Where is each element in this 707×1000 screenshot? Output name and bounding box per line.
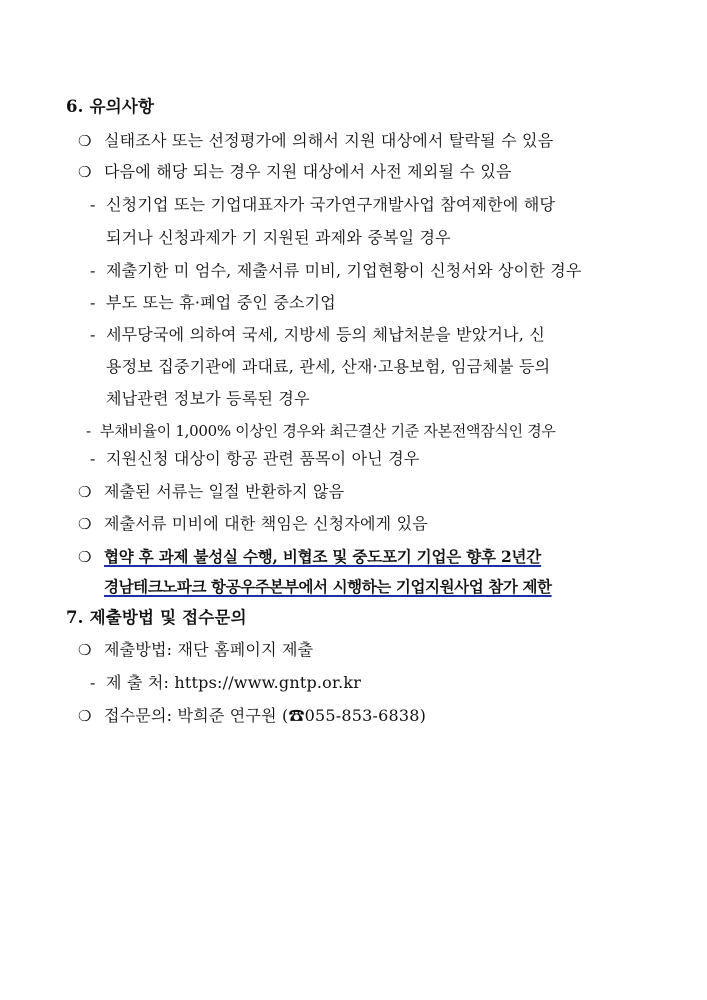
item-text: 다음에 해당 되는 경우 지원 대상에서 사전 제외될 수 있음 [104,162,512,181]
item-text: 제출된 서류는 일절 반환하지 않음 [104,482,345,501]
emphasis-text: 경남테크노파크 항공우주본부에서 시행하는 기업지원사업 참가 제한 [104,577,552,596]
item-text: 제출방법: 재단 홈페이지 제출 [104,640,314,659]
circle-bullet-icon: ❍ [78,515,92,533]
dash-bullet-icon: - [90,673,96,692]
dash-bullet-icon: - [86,422,91,440]
section-7-heading: 7. 제출방법 및 접수문의 [66,608,247,627]
dash-bullet-icon: - [90,195,96,214]
sub-item-text: 세무당국에 의하여 국세, 지방세 등의 체납처분을 받았거나, 신 [106,325,545,344]
circle-bullet-icon: ❍ [78,163,92,181]
sub-item-text: 지원신청 대상이 항공 관련 품목이 아닌 경우 [106,449,420,468]
dash-bullet-icon: - [90,325,96,344]
dash-bullet-icon: - [90,261,96,280]
dash-bullet-icon: - [90,293,96,312]
circle-bullet-icon: ❍ [78,132,92,150]
sub-item-text: 부채비율이 1,000% 이상인 경우와 최근결산 기준 자본전액잠식인 경우 [100,422,556,440]
item-text: 제출서류 미비에 대한 책임은 신청자에게 있음 [104,514,428,533]
sub-item-text: 되거나 신청과제가 기 지원된 과제와 중복일 경우 [106,228,451,247]
item-text: 실태조사 또는 선정평가에 의해서 지원 대상에서 탈락될 수 있음 [104,131,554,150]
emphasis-text: 협약 후 과제 불성실 수행, 비협조 및 중도포기 기업은 향후 2년간 [104,547,542,566]
contact-text: 접수문의: 박희준 연구원 (☎055-853-6838) [104,706,427,725]
section-6-heading: 6. 유의사항 [66,97,155,116]
circle-bullet-icon: ❍ [78,483,92,501]
sub-item-text: 용정보 집중기관에 과대료, 관세, 산재·고용보험, 임금체불 등의 [106,357,551,376]
sub-item-text: 제출기한 미 엄수, 제출서류 미비, 기업현황이 신청서와 상이한 경우 [106,261,582,280]
circle-bullet-icon: ❍ [78,548,92,566]
sub-item-text: 체납관련 정보가 등록된 경우 [106,389,310,408]
circle-bullet-icon: ❍ [78,707,92,725]
sub-item-text: 신청기업 또는 기업대표자가 국가연구개발사업 참여제한에 해당 [106,195,556,214]
sub-item-text: 부도 또는 휴·폐업 중인 중소기업 [106,293,336,312]
dash-bullet-icon: - [90,449,96,468]
circle-bullet-icon: ❍ [78,641,92,659]
submission-url-text: 제 출 처: https://www.gntp.or.kr [106,673,362,692]
